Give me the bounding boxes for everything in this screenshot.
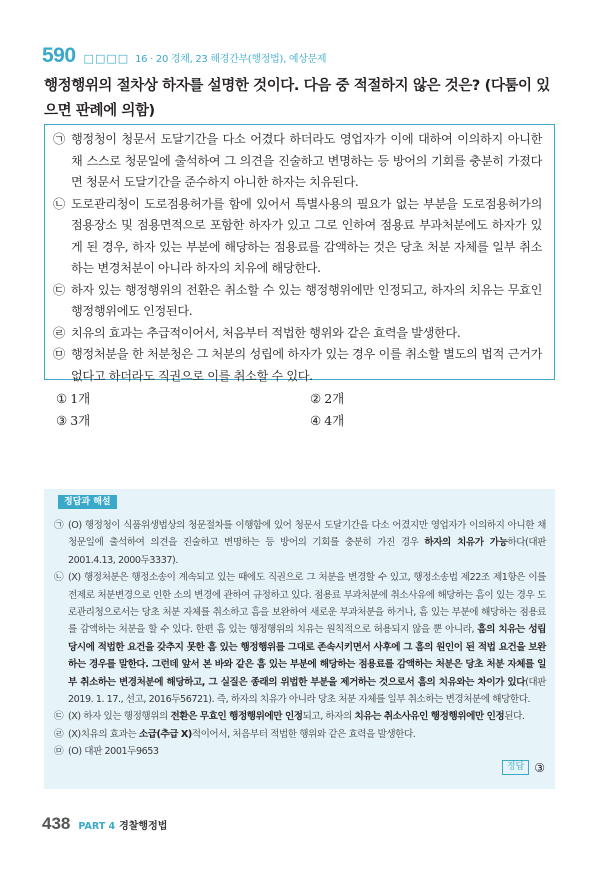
choice-marker: ②	[310, 391, 322, 406]
explanation-segment: (X) 행정처분은 행정소송이 계속되고 있는 때에도 직권으로 그 처분을 변경할 수 있고, 행정소송법 제22조 제1항은 이를 전제로 처분변경으로 인한 소의 변경에 관하여 규정하고 있다. 점용료 부과처분에 취소사유에 해당하는 흠이 있는 경우 도로관리청으로서는 당초 처분 자체를 취소하고 흠을 보완하여 새로운 부과처분을 하거나, 흠 있는 부분에 해당하는 점용료를 감액하는 처분을 할 수 있다. 한편 흠 있는 행정행위의 치유는 원칙적으로 허용되지 않을 뿐 아니라,	[68, 572, 546, 636]
explanation-marker: ㉣	[54, 728, 64, 740]
answer-choice[interactable]	[56, 411, 90, 429]
explanation-text	[68, 743, 546, 760]
explanation-item	[54, 569, 546, 708]
choice-marker: ③	[56, 413, 68, 428]
statement-item	[53, 194, 542, 280]
explanation-segment: (대판 2019. 1. 17., 선고, 2016두56721). 즉, 하자의 치유가 아니라 당초 처분 자체를 일부 취소하는 변경처분에 해당한다.	[68, 676, 546, 706]
question-header	[42, 44, 326, 66]
statement-marker: ㉤	[53, 347, 65, 361]
emphasis-text: 소급(추급 X)	[138, 728, 192, 740]
subject-title: 경찰행정법	[119, 821, 168, 832]
explanation-segment: (X) 하자 있는 행정행위의	[68, 711, 171, 723]
final-answer	[502, 760, 545, 775]
answer-choice[interactable]	[56, 389, 90, 407]
review-checkboxes: □□□□	[83, 52, 130, 65]
emphasis-text: 흠의 치유는 성립 당시에 적법한 요건을 갖추지 못한 흠 있는 행정행위를 그대로 존속시키면서 사후에 그 흠의 원인이 된 적법 요건을 보완하는 경우를 말한다. 그런데 앞서 본 바와 같은 흠 있는 부분에 해당하는 점용료를 감액하는 처분은 당초 처분 자체를 일부 취소하는 변경처분에 해당하고, 그 실질은 종래의 위법한 부분을 제거하는 것으로서 흠의 치유와는 차이가 있다	[68, 624, 546, 688]
statement-text: 도로관리청이 도로점용허가를 함에 있어서 특별사용의 필요가 없는 부분을 도로점용허가의 점용장소 및 점용면적으로 포함한 하자가 있고 그로 인하여 점용료 부과처분에도 하자가 있게 된 경우, 하자 있는 부분에 해당하는 점용료를 감액하는 것은 당초 처분 자체를 일부 취소하는 변경처분이 아니라 하자의 치유에 해당한다.	[71, 196, 542, 275]
explanation-segment: (O) 행정청이 식품위생법상의 청문절차를 이행함에 있어 청문서 도달기간을 다소 어겼지만 영업자가 이의하지 아니한 채 청문일에 출석하여 의견을 진술하고 변명하는 등 방어의 기회를 충분히 가진 경우	[68, 520, 546, 549]
explanation-text	[68, 726, 546, 743]
explanation-text	[68, 517, 546, 569]
emphasis-text: 치유는 취소사유인 행정행위에만 인정	[354, 711, 505, 723]
question-text: 행정행위의 절차상 하자를 설명한 것이다. 다음 중 적절하지 않은 것은? (다툼이 있으면 판례에 의함)	[44, 78, 550, 119]
question-number: 590	[42, 44, 76, 67]
choice-text: 2개	[324, 391, 345, 406]
final-answer-value: ③	[534, 760, 545, 775]
statement-item	[53, 129, 542, 194]
answer-tag: 정답과 해설	[58, 495, 117, 509]
page-number: 438	[42, 814, 71, 833]
choice-text: 3개	[70, 413, 91, 428]
statements-box	[44, 124, 555, 383]
statement-item	[53, 323, 542, 345]
statement-text: 행정처분을 한 처분청은 그 처분의 성립에 하자가 있는 경우 이를 취소할 별도의 법적 근거가 없다고 하더라도 직권으로 이를 취소할 수 있다.	[71, 347, 542, 383]
answer-choice[interactable]	[310, 389, 344, 407]
final-answer-label: 정답	[502, 760, 529, 775]
statement-text: 행정청이 청문서 도달기간을 다소 어겼다 하더라도 영업자가 이에 대하여 이의하지 아니한 채 스스로 청문일에 출석하여 그 의견을 진술하고 변명하는 등 방어의 기회를 충분히 가졌다면 청문서 도달기간을 준수하지 아니한 하자는 치유된다.	[71, 132, 542, 189]
page-footer	[42, 814, 167, 834]
explanation-item	[54, 743, 546, 760]
statement-text: 치유의 효과는 추급적이어서, 처음부터 적법한 행위와 같은 효력을 발생한다.	[71, 325, 461, 340]
explanation-marker: ㉤	[54, 746, 64, 758]
emphasis-text: 하자의 치유가 가능	[424, 537, 508, 549]
statement-marker: ㉢	[53, 282, 65, 297]
explanation-item	[54, 708, 546, 725]
statement-marker: ㉡	[53, 196, 65, 211]
explanation-segment: 된다.	[504, 711, 525, 723]
explanation-list	[54, 517, 546, 761]
statement-item	[53, 280, 542, 323]
statement-marker: ㉣	[53, 325, 65, 340]
statement-marker: ㉠	[53, 132, 65, 146]
statement-item	[53, 344, 542, 387]
explanation-item	[54, 517, 546, 569]
explanation-segment: (X)치유의 효과는	[68, 728, 139, 740]
explanation-segment: 적이어서, 처음부터 적법한 행위와 같은 효력을 발생한다.	[191, 728, 416, 740]
answer-choice[interactable]	[310, 411, 344, 429]
question-source: 16 · 20 경채, 23 해경간부(행정법), 예상문제	[135, 54, 327, 65]
explanation-text	[68, 569, 546, 708]
choice-text: 4개	[324, 413, 345, 428]
statements-list	[53, 129, 542, 387]
explanation-marker: ㉡	[54, 572, 64, 584]
choice-marker: ④	[310, 413, 322, 428]
answer-explanation-panel	[44, 489, 555, 789]
explanation-marker: ㉢	[54, 711, 64, 723]
choice-text: 1개	[70, 391, 91, 406]
explanation-item	[54, 726, 546, 743]
explanation-marker: ㉠	[54, 520, 64, 531]
statement-text: 하자 있는 행정행위의 전환은 취소할 수 있는 행정행위에만 인정되고, 하자의 치유는 무효인 행정행위에도 인정된다.	[71, 282, 542, 318]
part-label: PART 4	[78, 821, 116, 832]
explanation-segment: (O) 대판 2001두9653	[68, 746, 159, 758]
emphasis-text: 전환은 무효인 행정행위에만 인정	[170, 711, 303, 723]
choice-marker: ①	[56, 391, 68, 406]
explanation-text	[68, 708, 546, 725]
explanation-segment: 되고, 하자의	[302, 711, 355, 723]
explanation-segment: 하다(대판 2001.4.13, 2000두3337).	[68, 537, 546, 566]
